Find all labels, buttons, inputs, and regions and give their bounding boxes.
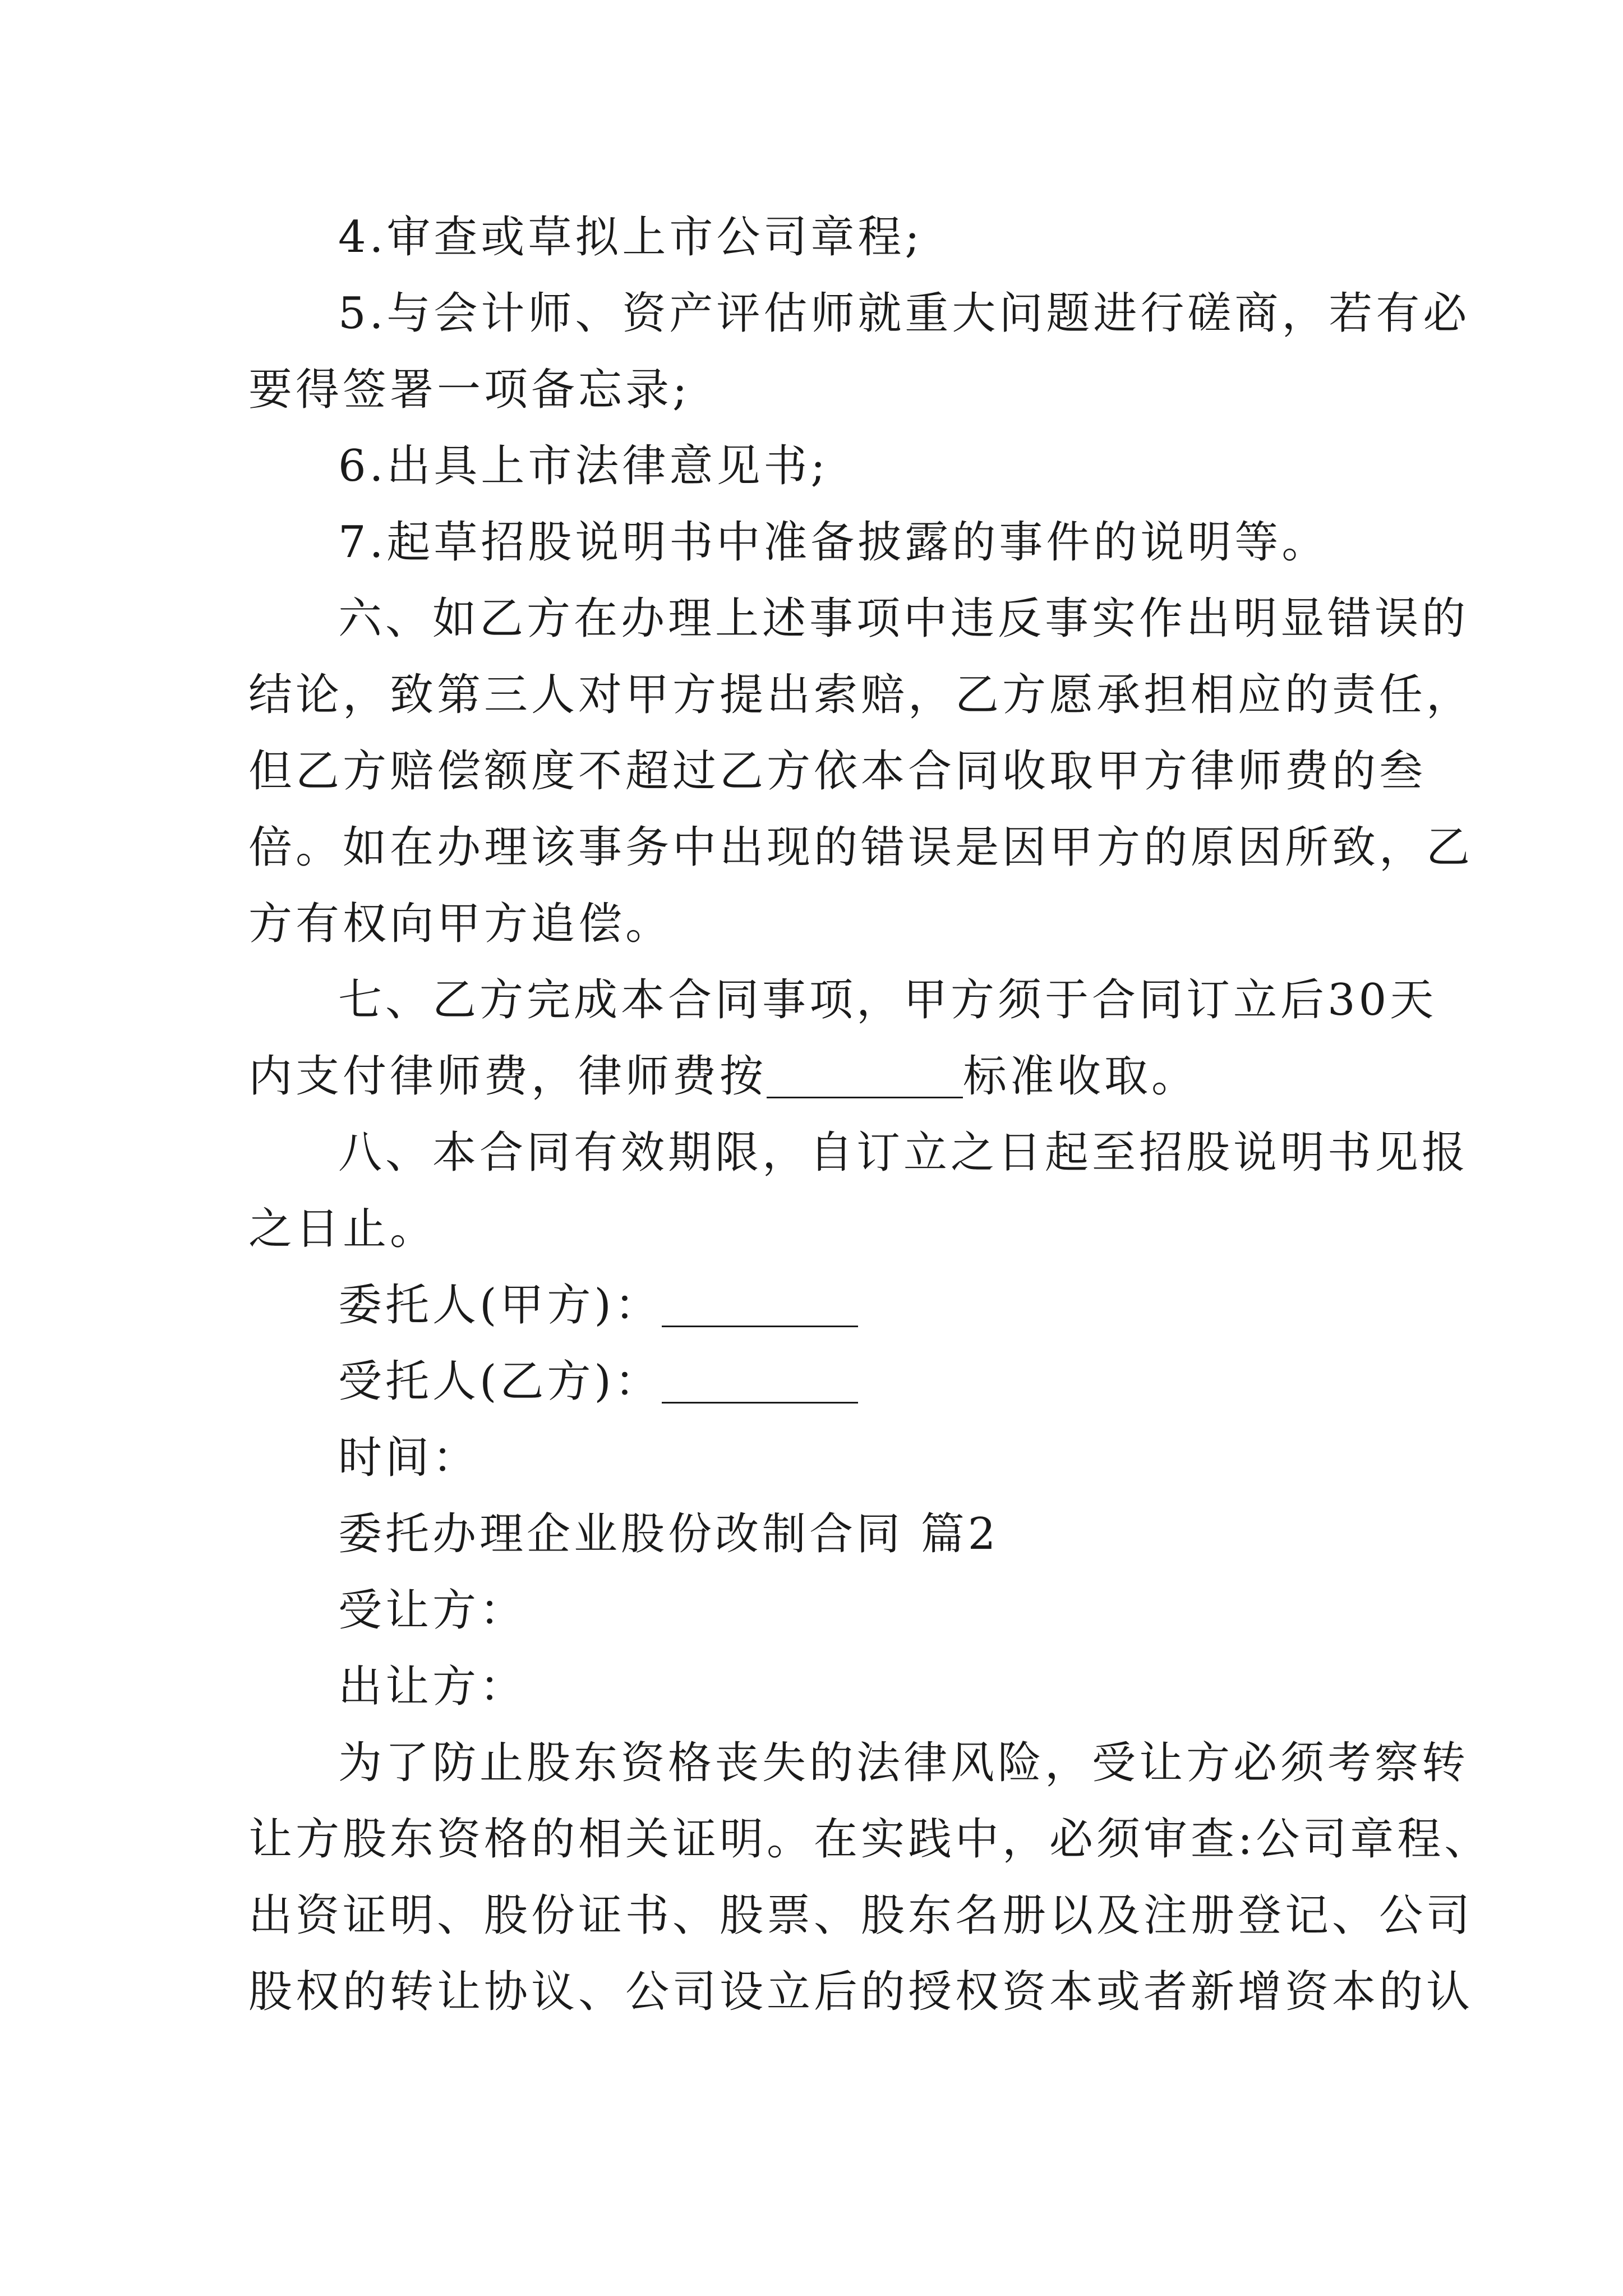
fee-standard-blank [767, 1057, 963, 1098]
client-signature-blank [662, 1286, 858, 1327]
agent-label: 受托人(乙方)： [338, 1356, 662, 1407]
clause-line: 八、本合同有效期限，自订立之日起至招股说明书见报 [338, 1128, 1469, 1178]
clause-line: 4.审查或草拟上市公司章程; [338, 212, 923, 263]
section-title: 委托办理企业股份改制合同 篇2 [338, 1509, 999, 1559]
clause-line: 5.与会计师、资产评估师就重大问题进行磋商，若有必 [338, 288, 1470, 339]
clause-line: 但乙方赔偿额度不超过乙方依本合同收取甲方律师费的叁 [248, 746, 1427, 797]
clause-line: 股权的转让协议、公司设立后的授权资本或者新增资本的认 [248, 1967, 1474, 2017]
clause-line: 倍。如在办理该事务中出现的错误是因甲方的原因所致，乙 [248, 822, 1474, 873]
clause-line: 六、如乙方在办理上述事项中违反事实作出明显错误的 [338, 593, 1469, 644]
clause-line: 七、乙方完成本合同事项，甲方须于合同订立后30天 [338, 975, 1437, 1025]
transferee-label: 受让方： [338, 1585, 527, 1636]
time-label: 时间： [338, 1433, 480, 1483]
clause-line: 出资证明、股份证书、股票、股东名册以及注册登记、公司 [248, 1890, 1474, 1941]
clause-line: 为了防止股东资格丧失的法律风险，受让方必须考察转 [338, 1738, 1469, 1788]
clause-line: 之日止。 [248, 1204, 437, 1254]
clause-line: 让方股东资格的相关证明。在实践中，必须审查:公司章程、 [248, 1814, 1492, 1865]
fee-line [248, 1038, 1381, 1115]
clause-line: 7.起草招股说明书中准备披露的事件的说明等。 [338, 517, 1329, 568]
agent-signature-blank [662, 1363, 858, 1404]
client-label: 委托人(甲方)： [338, 1280, 662, 1331]
document-body [248, 199, 1492, 2030]
clause-line: 6.出具上市法律意见书; [338, 441, 829, 491]
agent-signature-line [248, 1343, 1381, 1420]
client-signature-line [248, 1267, 1381, 1343]
fee-line-after: 标准收取。 [963, 1051, 1199, 1102]
clause-line: 结论，致第三人对甲方提出索赔，乙方愿承担相应的责任， [248, 670, 1474, 720]
clause-line: 方有权向甲方追偿。 [248, 899, 673, 949]
clause-line: 要得签署一项备忘录; [248, 365, 691, 415]
transferor-label: 出让方： [338, 1662, 527, 1712]
fee-line-before: 内支付律师费，律师费按 [248, 1051, 767, 1102]
